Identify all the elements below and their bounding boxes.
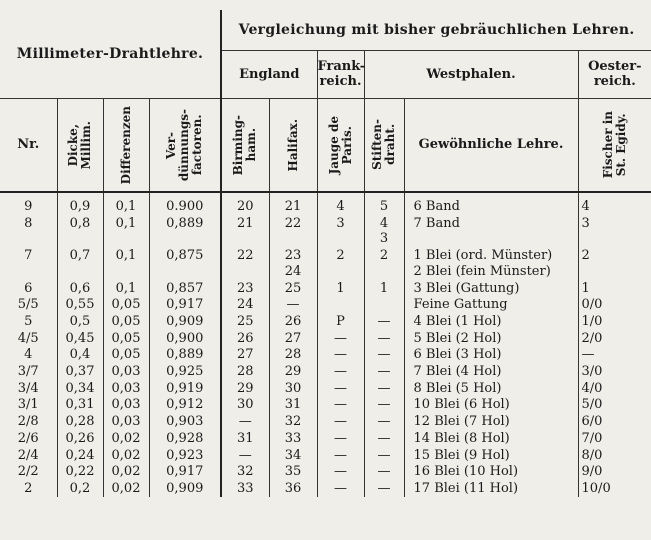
- birmingham-cell: 28: [221, 363, 269, 380]
- lehre-cell: 8 Blei (5 Hol): [404, 380, 578, 397]
- diff-cell: 0,02: [103, 447, 149, 464]
- dicke-cell: 0,26: [57, 430, 103, 447]
- col-gewoehnliche-lehre: Gewöhnliche Lehre.: [404, 98, 578, 192]
- stiftendraht-cell: —: [364, 363, 404, 380]
- jauge-cell: P: [317, 313, 364, 330]
- verd-cell: 0,903: [149, 413, 221, 430]
- verd-cell: 0,928: [149, 430, 221, 447]
- dicke-cell: 0,2: [57, 480, 103, 497]
- jauge-cell: —: [317, 396, 364, 413]
- birmingham-cell: 23: [221, 280, 269, 297]
- header-oesterreich: Oester- reich.: [578, 50, 651, 98]
- stiftendraht-cell: —: [364, 380, 404, 397]
- lehre-cell: Feine Gattung: [404, 296, 578, 313]
- stiftendraht-cell: —: [364, 480, 404, 497]
- fischer-cell: 1/0: [581, 313, 603, 329]
- diff-cell: 0,03: [103, 396, 149, 413]
- halifax-cell: 31: [269, 396, 317, 413]
- halifax-cell: 35: [269, 463, 317, 480]
- dicke-cell: 0,22: [57, 463, 103, 480]
- verd-cell: 0.900: [149, 192, 221, 215]
- dicke-cell: 0,37: [57, 363, 103, 380]
- fischer-cell: 0/0: [581, 297, 603, 313]
- stiftendraht-cell: 5: [364, 192, 404, 215]
- lehre-cell: 5 Blei (2 Hol): [404, 330, 578, 347]
- halifax-cell: 26: [269, 313, 317, 330]
- col-dicke: Dicke, Millim.: [57, 98, 103, 192]
- fischer-cell: 4/0: [581, 380, 603, 396]
- verd-cell: 0,917: [149, 463, 221, 480]
- stiftendraht-cell: 2: [364, 247, 404, 279]
- halifax-cell: 33: [269, 430, 317, 447]
- nr-cell: 8: [0, 215, 57, 247]
- jauge-cell: 3: [317, 215, 364, 247]
- stiftendraht-cell: [364, 296, 404, 313]
- table-row: [0, 447, 651, 464]
- fischer-cell: 2: [581, 248, 590, 264]
- nr-cell: 9: [0, 192, 57, 215]
- stiftendraht-cell: —: [364, 313, 404, 330]
- diff-cell: 0,05: [103, 330, 149, 347]
- birmingham-cell: 33: [221, 480, 269, 497]
- header-millimeter-lehre: Millimeter-Drahtlehre.: [0, 10, 221, 98]
- halifax-cell: 23 24: [269, 247, 317, 279]
- diff-cell: 0,1: [103, 192, 149, 215]
- dicke-cell: 0,31: [57, 396, 103, 413]
- verd-cell: 0,925: [149, 363, 221, 380]
- dicke-cell: 0,8: [57, 215, 103, 247]
- jauge-cell: 1: [317, 280, 364, 297]
- nr-cell: 3/1: [0, 396, 57, 413]
- diff-cell: 0,02: [103, 480, 149, 497]
- birmingham-cell: 22: [221, 247, 269, 279]
- halifax-cell: 25: [269, 280, 317, 297]
- birmingham-cell: 32: [221, 463, 269, 480]
- nr-cell: 5: [0, 313, 57, 330]
- nr-cell: 4: [0, 346, 57, 363]
- nr-cell: 2: [0, 480, 57, 497]
- lehre-cell: 6 Band: [404, 192, 578, 215]
- table-row: [0, 247, 651, 279]
- jauge-cell: —: [317, 363, 364, 380]
- verd-cell: 0,909: [149, 480, 221, 497]
- birmingham-cell: 20: [221, 192, 269, 215]
- table-row: [0, 330, 651, 347]
- col-differenzen: Differenzen: [103, 98, 149, 192]
- diff-cell: 0,02: [103, 430, 149, 447]
- fischer-cell: 8/0: [581, 447, 603, 463]
- fischer-cell: 6/0: [581, 414, 603, 430]
- jauge-cell: —: [317, 330, 364, 347]
- table-row: [0, 463, 651, 480]
- dicke-cell: 0,9: [57, 192, 103, 215]
- dicke-cell: 0,6: [57, 280, 103, 297]
- diff-cell: 0,02: [103, 463, 149, 480]
- nr-cell: 4/5: [0, 330, 57, 347]
- table-row: [0, 363, 651, 380]
- lehre-cell: 1 Blei (ord. Münster) 2 Blei (fein Münster): [404, 247, 578, 279]
- halifax-cell: 21: [269, 192, 317, 215]
- col-nr: Nr.: [0, 98, 57, 192]
- nr-cell: 3/4: [0, 380, 57, 397]
- stiftendraht-cell: —: [364, 346, 404, 363]
- table-row: [0, 215, 651, 247]
- diff-cell: 0,1: [103, 215, 149, 247]
- birmingham-cell: 31: [221, 430, 269, 447]
- fischer-cell: 4: [581, 199, 590, 214]
- jauge-cell: 2: [317, 247, 364, 279]
- diff-cell: 0,05: [103, 296, 149, 313]
- birmingham-cell: 24: [221, 296, 269, 313]
- verd-cell: 0,875: [149, 247, 221, 279]
- fischer-cell: 2/0: [581, 330, 603, 346]
- halifax-cell: 27: [269, 330, 317, 347]
- lehre-cell: 16 Blei (10 Hol): [404, 463, 578, 480]
- dicke-cell: 0,5: [57, 313, 103, 330]
- diff-cell: 0,1: [103, 280, 149, 297]
- stiftendraht-cell: —: [364, 430, 404, 447]
- halifax-cell: 28: [269, 346, 317, 363]
- header-westphalen: Westphalen.: [364, 50, 578, 98]
- fischer-cell: 5/0: [581, 397, 603, 413]
- dicke-cell: 0,4: [57, 346, 103, 363]
- jauge-cell: —: [317, 346, 364, 363]
- fischer-cell: 10/0: [581, 480, 611, 496]
- stiftendraht-cell: 1: [364, 280, 404, 297]
- nr-cell: 6: [0, 280, 57, 297]
- verd-cell: 0,923: [149, 447, 221, 464]
- diff-cell: 0,1: [103, 247, 149, 279]
- jauge-cell: —: [317, 463, 364, 480]
- nr-cell: 2/4: [0, 447, 57, 464]
- diff-cell: 0,03: [103, 363, 149, 380]
- jauge-cell: —: [317, 413, 364, 430]
- lehre-cell: 7 Band: [404, 215, 578, 247]
- halifax-cell: 30: [269, 380, 317, 397]
- stiftendraht-cell: —: [364, 447, 404, 464]
- lehre-cell: 3 Blei (Gattung): [404, 280, 578, 297]
- birmingham-cell: 29: [221, 380, 269, 397]
- jauge-cell: 4: [317, 192, 364, 215]
- dicke-cell: 0,7: [57, 247, 103, 279]
- nr-cell: 2/2: [0, 463, 57, 480]
- nr-cell: 7: [0, 247, 57, 279]
- verd-cell: 0,889: [149, 346, 221, 363]
- table-row: [0, 296, 651, 313]
- halifax-cell: 22: [269, 215, 317, 247]
- stiftendraht-cell: —: [364, 396, 404, 413]
- header-frankreich: Frank- reich.: [317, 50, 364, 98]
- birmingham-cell: 26: [221, 330, 269, 347]
- dicke-cell: 0,45: [57, 330, 103, 347]
- birmingham-cell: 30: [221, 396, 269, 413]
- verd-cell: 0,919: [149, 380, 221, 397]
- lehre-cell: 10 Blei (6 Hol): [404, 396, 578, 413]
- lehre-cell: 4 Blei (1 Hol): [404, 313, 578, 330]
- stiftendraht-cell: —: [364, 463, 404, 480]
- dicke-cell: 0,55: [57, 296, 103, 313]
- jauge-cell: —: [317, 430, 364, 447]
- verd-cell: 0,917: [149, 296, 221, 313]
- col-fischer: Fischer in St. Egidy.: [578, 98, 651, 192]
- table-row: [0, 480, 651, 497]
- table-row: [0, 413, 651, 430]
- fischer-cell: 9/0: [581, 464, 603, 480]
- verd-cell: 0,900: [149, 330, 221, 347]
- nr-cell: 5/5: [0, 296, 57, 313]
- header-vergleichung: Vergleichung mit bisher gebräuchlichen Lehren.: [221, 10, 651, 50]
- jauge-cell: —: [317, 380, 364, 397]
- diff-cell: 0,03: [103, 380, 149, 397]
- birmingham-cell: —: [221, 413, 269, 430]
- table-row: [0, 396, 651, 413]
- dicke-cell: 0,28: [57, 413, 103, 430]
- table-row: [0, 380, 651, 397]
- dicke-cell: 0,24: [57, 447, 103, 464]
- dicke-cell: 0,34: [57, 380, 103, 397]
- nr-cell: 2/8: [0, 413, 57, 430]
- diff-cell: 0,05: [103, 313, 149, 330]
- verd-cell: 0,857: [149, 280, 221, 297]
- table-row: [0, 280, 651, 297]
- stiftendraht-cell: 4 3: [364, 215, 404, 247]
- jauge-cell: —: [317, 447, 364, 464]
- lehre-cell: 15 Blei (9 Hol): [404, 447, 578, 464]
- halifax-cell: 36: [269, 480, 317, 497]
- lehre-cell: 7 Blei (4 Hol): [404, 363, 578, 380]
- nr-cell: 3/7: [0, 363, 57, 380]
- table-row: [0, 346, 651, 363]
- stiftendraht-cell: —: [364, 413, 404, 430]
- table-row: [0, 192, 651, 215]
- header-england: England: [221, 50, 317, 98]
- birmingham-cell: 21: [221, 215, 269, 247]
- verd-cell: 0,912: [149, 396, 221, 413]
- lehre-cell: 14 Blei (8 Hol): [404, 430, 578, 447]
- birmingham-cell: 25: [221, 313, 269, 330]
- diff-cell: 0,05: [103, 346, 149, 363]
- col-halifax: Halifax.: [269, 98, 317, 192]
- halifax-cell: 34: [269, 447, 317, 464]
- halifax-cell: 32: [269, 413, 317, 430]
- stiftendraht-cell: —: [364, 330, 404, 347]
- fischer-cell: 7/0: [581, 430, 603, 446]
- table-row: [0, 430, 651, 447]
- table-row: [0, 313, 651, 330]
- lehre-cell: 17 Blei (11 Hol): [404, 480, 578, 497]
- col-verduennung: Ver- dünnungs- factoren.: [149, 98, 221, 192]
- nr-cell: 2/6: [0, 430, 57, 447]
- jauge-cell: —: [317, 480, 364, 497]
- verd-cell: 0,889: [149, 215, 221, 247]
- col-stiftendraht: Stiften- draht.: [364, 98, 404, 192]
- lehre-cell: 6 Blei (3 Hol): [404, 346, 578, 363]
- fischer-cell: 3/0: [581, 364, 603, 380]
- fischer-cell: 3: [581, 215, 590, 231]
- birmingham-cell: 27: [221, 346, 269, 363]
- halifax-cell: 29: [269, 363, 317, 380]
- jauge-cell: [317, 296, 364, 313]
- diff-cell: 0,03: [103, 413, 149, 430]
- verd-cell: 0,909: [149, 313, 221, 330]
- lehre-cell: 12 Blei (7 Hol): [404, 413, 578, 430]
- wire-gauge-table: [0, 10, 651, 497]
- col-jauge: Jauge de Paris.: [317, 98, 364, 192]
- birmingham-cell: —: [221, 447, 269, 464]
- fischer-cell: 1: [581, 280, 590, 296]
- halifax-cell: —: [269, 296, 317, 313]
- fischer-cell: —: [581, 347, 595, 363]
- col-birmingham: Birming- ham.: [221, 98, 269, 192]
